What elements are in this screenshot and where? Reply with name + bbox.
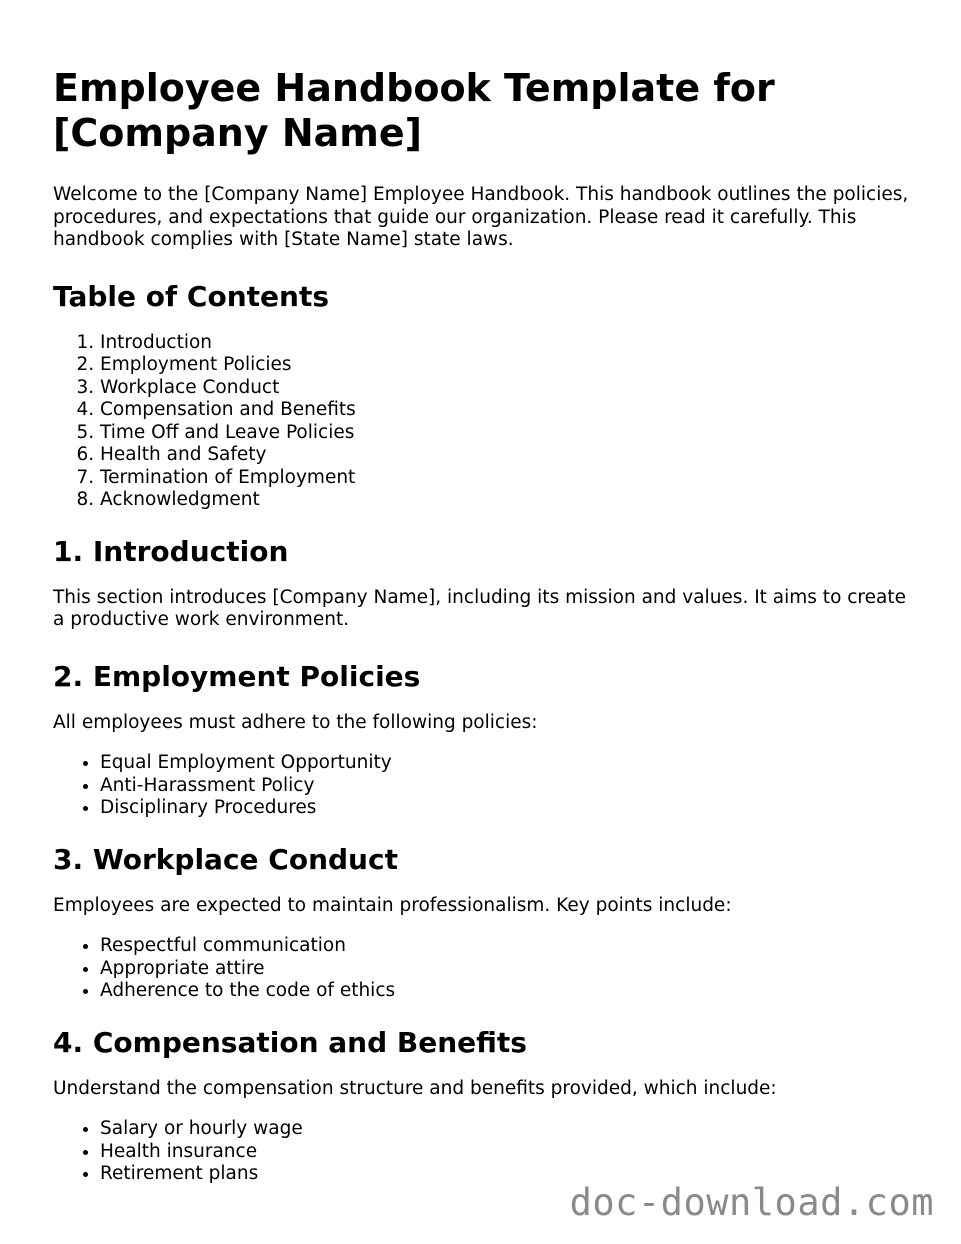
section-text-introduction: This section introduces [Company Name], including its mission and values. It aims to create a productive work environment. [53,586,906,630]
section-text-compensation: Understand the compensation structure and benefits provided, which include: [53,1077,777,1099]
toc-item: 1. Introduction [100,332,923,355]
list-item: • Equal Employment Opportunity [100,752,923,775]
toc-item: 4. Compensation and Benefits [100,399,923,422]
list-item: • Respectful communication [100,935,923,958]
document-title: Employee Handbook Template for [Company Name] [53,66,775,155]
toc-heading: Table of Contents [53,279,330,313]
workplace-conduct-list [53,935,923,1003]
section-heading-employment-policies: 2. Employment Policies [53,659,421,693]
employment-policies-list [53,752,923,820]
section-heading-workplace-conduct: 3. Workplace Conduct [53,842,398,876]
list-item: • Adherence to the code of ethics [100,980,923,1003]
compensation-list [53,1118,923,1186]
list-item: • Disciplinary Procedures [100,797,923,820]
toc-item: 3. Workplace Conduct [100,377,923,400]
list-item: • Salary or hourly wage [100,1118,923,1141]
section-text-employment-policies: All employees must adhere to the following policies: [53,711,538,733]
watermark: doc-download.com [569,1181,934,1224]
toc-list [53,332,923,512]
intro-paragraph: Welcome to the [Company Name] Employee Handbook. This handbook outlines the policies, procedures, and expectations that guide our organization. Please read it carefully. This handbook complies with [State Name] state laws. [53,184,909,250]
toc-item: 6. Health and Safety [100,444,923,467]
toc-item: 7. Termination of Employment [100,467,923,490]
list-item: • Retirement plans [100,1163,923,1186]
list-item: • Appropriate attire [100,958,923,981]
section-heading-compensation: 4. Compensation and Benefits [53,1025,527,1059]
document-page [53,66,923,1209]
section-heading-introduction: 1. Introduction [53,534,289,568]
toc-item: 2. Employment Policies [100,354,923,377]
section-text-workplace-conduct: Employees are expected to maintain professionalism. Key points include: [53,894,732,916]
list-item: • Health insurance [100,1141,923,1164]
list-item: • Anti-Harassment Policy [100,775,923,798]
toc-item: 5. Time Off and Leave Policies [100,422,923,445]
toc-item: 8. Acknowledgment [100,489,923,512]
